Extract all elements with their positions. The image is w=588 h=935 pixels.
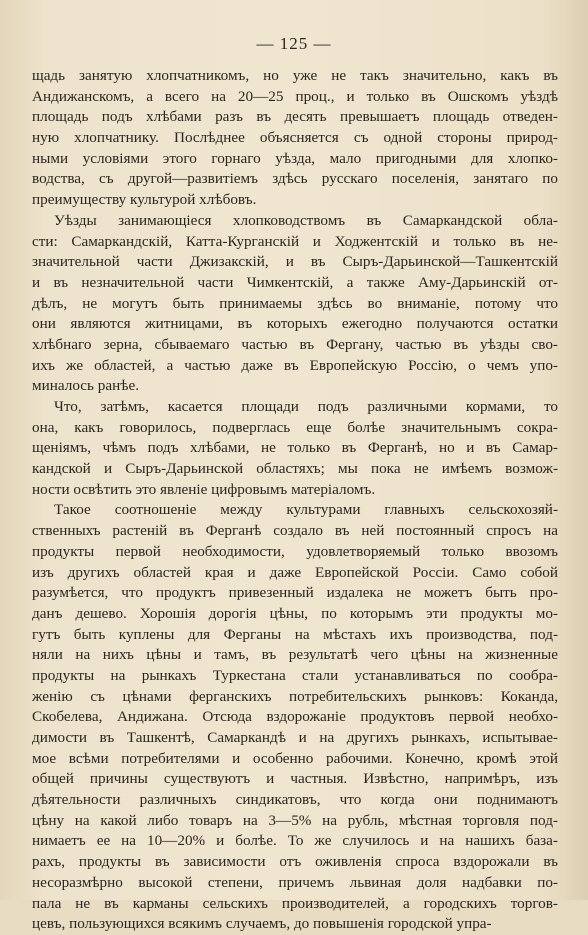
text-line: цѣну на какой либо товаръ на 3—5% на рубль, мѣстная торговля под- xyxy=(32,811,558,829)
text-line: дѣлъ, не могутъ быть принимаемы здѣсь во вниманіе, потому что xyxy=(32,294,558,312)
text-line: щеніямъ, чѣмъ подъ хлѣбами, не только въ Ферганѣ, но и въ Самар- xyxy=(32,439,558,457)
paragraph xyxy=(32,211,558,397)
text-line: ности освѣтить это явленіе цифровымъ матеріаломъ. xyxy=(32,480,376,498)
text-line: нимаетъ ее на 10—20% и болѣе. То же случилось и на нашихъ база- xyxy=(32,832,558,850)
page-number: — 125 — xyxy=(256,34,332,53)
text-line: дѣятельности различныхъ синдикатовъ, что когда они поднимаютъ xyxy=(32,791,558,809)
text-line: они являются житницами, въ которыхъ ежегодно получаются остатки xyxy=(32,315,558,333)
paragraph xyxy=(32,66,558,211)
body-text xyxy=(32,66,558,935)
text-line: продукты на рынкахъ Туркестана стали устанавливаться по сообра- xyxy=(32,666,558,684)
text-line: гутъ быть куплены для Ферганы на мѣстахъ ихъ производства, под- xyxy=(32,625,558,643)
text-line: данъ дешево. Хорошія дорогія цѣны, по которымъ эти продукты мо- xyxy=(32,604,558,622)
text-line: хлѣбнаго зерна, сбываемаго частью въ Фергану, частью въ уѣзды сво- xyxy=(32,335,558,353)
text-line: няли на нихъ цѣны и тамъ, въ результатѣ чего цѣны на жизненные xyxy=(32,646,558,664)
text-line: ихъ же областей, а частью даже въ Европейскую Россію, о чемъ упо- xyxy=(32,356,558,374)
text-line: Скобелева, Андижана. Отсюда вздорожаніе продуктовъ первой необхо- xyxy=(32,708,558,726)
text-line: водства, съ другой—развитіемъ здѣсь русскаго поселенія, занятаго по xyxy=(32,170,558,188)
text-line: Что, затѣмъ, касается площади подъ различными кормами, то xyxy=(54,398,558,415)
text-line: продукты первой необходимости, удовлетворяемый только ввозомъ xyxy=(32,542,558,560)
text-line: пала не въ карманы сельскихъ производителей, а городскихъ торгов- xyxy=(32,894,558,912)
text-line: значительной части Джизакскій, и въ Сыръ-Дарьинской—Ташкентскій xyxy=(32,253,558,271)
text-line: димости въ Ташкентѣ, Самаркандѣ и на другихъ рынкахъ, испытывае- xyxy=(32,729,558,746)
text-line: она, какъ говорилось, подверглась еще болѣе значительнымъ сокра- xyxy=(32,418,558,436)
text-line: цевъ, пользующихся всякимъ случаемъ, до повышенія городской упра- xyxy=(32,915,492,933)
text-line: разумѣется, что продуктъ привезенный издалека не можетъ быть про- xyxy=(32,584,558,602)
text-line: Такое соотношеніе между культурами главныхъ сельскохозяй- xyxy=(54,501,558,519)
text-line: Уѣзды занимающіеся хлопководствомъ въ Самаркандской обла- xyxy=(54,211,558,229)
paragraph xyxy=(32,397,558,500)
text-line: рахъ, продукты въ зависимости отъ оживленія спроса вздорожали въ xyxy=(32,853,558,871)
text-line: ными условіями этого горнаго уѣзда, мало пригодными для хлопко- xyxy=(32,149,558,167)
text-line: щадь занятую хлопчатникомъ, но уже не такъ значительно, какъ въ xyxy=(32,67,558,84)
text-line: преимуществу культурой хлѣбовъ. xyxy=(32,191,257,209)
paragraph xyxy=(32,500,558,934)
text-line: ственныхъ растеній въ Ферганѣ создало въ ней постоянный спросъ на xyxy=(32,522,558,540)
text-line: несоразмѣрно высокой степени, причемъ львиная доля надбавки по- xyxy=(32,873,558,891)
text-line: миналось ранѣе. xyxy=(32,377,140,395)
text-line: и въ незначительной части Чимкентскій, а также Аму-Дарьинскій от- xyxy=(32,273,558,291)
text-line: сти: Самаркандскій, Катта-Курганскій и Ходжентскій и только въ не- xyxy=(32,232,558,250)
text-line: общей причины существуютъ и частныя. Извѣстно, напримѣръ, изъ xyxy=(32,770,558,788)
text-line: изъ другихъ областей края и даже Европейской Россіи. Само собой xyxy=(32,563,558,581)
text-line: женію съ цѣнами ферганскихъ потребительскихъ рынковъ: Коканда, xyxy=(32,687,558,705)
text-line: ную хлопчатнику. Послѣднее объясняется съ одной стороны природ- xyxy=(32,129,558,147)
text-line: Андижанскомъ, а всего на 20—25 проц., и только въ Ошскомъ уѣздѣ xyxy=(32,87,558,105)
text-line: мое всѣми потребителями и особенно рабочими. Конечно, кромѣ этой xyxy=(32,749,558,767)
text-line: кандской и Сыръ-Дарьинской областяхъ; мы пока не имѣемъ возмож- xyxy=(32,460,558,478)
text-line: площадь подъ хлѣбами разъ въ десять превышаетъ площадь отведен- xyxy=(32,108,558,126)
